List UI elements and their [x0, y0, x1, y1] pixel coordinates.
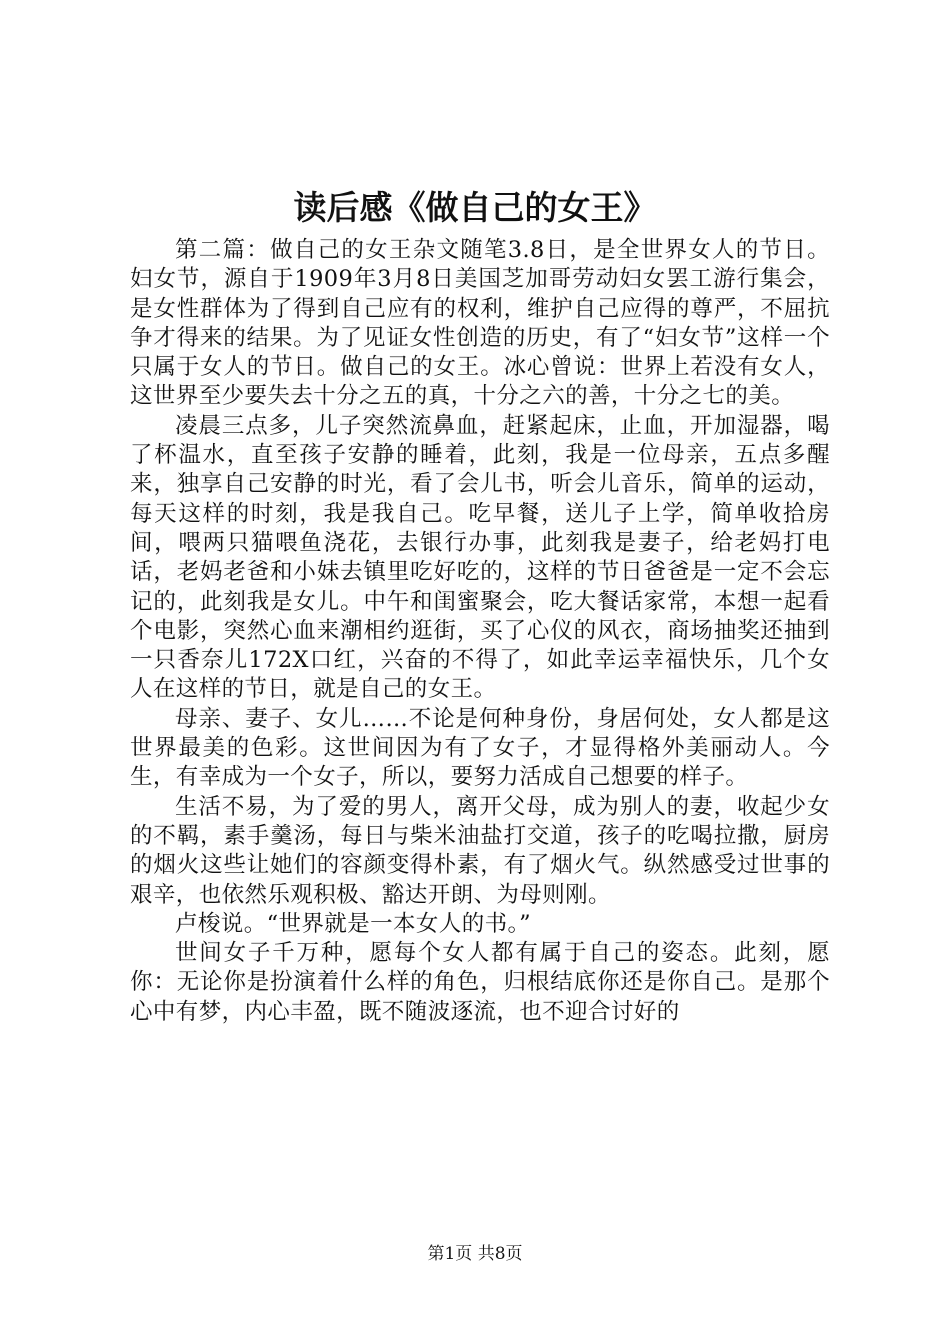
document-body — [130, 236, 830, 1027]
paragraph-2: 凌晨三点多，儿子突然流鼻血，赶紧起床，止血，开加湿器，喝了杯温水，直至孩子安静的睡着，此刻，我是一位母亲，五点多醒来，独享自己安静的时光，看了会儿书，听会儿音乐，简单的运动，每天这样的时刻，我是我自己。吃早餐，送儿子上学，简单收拾房间，喂两只猫喂鱼浇花，去银行办事，此刻我是妻子，给老妈打电话，老妈老爸和小妹去镇里吃好吃的，这样的节日爸爸是一定不会忘记的，此刻我是女儿。中午和闺蜜聚会，吃大餐话家常，本想一起看个电影，突然心血来潮相约逛街，买了心仪的风衣，商场抽奖还抽到一只香奈儿172X口红，兴奋的不得了，如此幸运幸福快乐，几个女人在这样的节日，就是自己的女王。 — [130, 412, 830, 703]
paragraph-6: 世间女子千万种，愿每个女人都有属于自己的姿态。此刻，愿你：无论你是扮演着什么样的角色，归根结底你还是你自己。是那个心中有梦，内心丰盈，既不随波逐流，也不迎合讨好的 — [130, 940, 830, 1025]
paragraph-5: 卢梭说。“世界就是一本女人的书。” — [175, 910, 532, 937]
paragraph-4: 生活不易，为了爱的男人，离开父母，成为别人的妻，收起少女的不羁，素手羹汤，每日与柴米油盐打交道，孩子的吃喝拉撒，厨房的烟火这些让她们的容颜变得朴素，有了烟火气。纵然感受过世事的艰辛，也依然乐观积极、豁达开朗、为母则刚。 — [130, 793, 830, 908]
page-footer: 第1页 共8页 — [427, 1244, 523, 1264]
paragraph-3: 母亲、妻子、女儿……不论是何种身份，身居何处，女人都是这世界最美的色彩。这世间因为有了女子，才显得格外美丽动人。今生，有幸成为一个女子，所以，要努力活成自己想要的样子。 — [130, 705, 830, 791]
paragraph-1: 第二篇：做自己的女王杂文随笔3.8日，是全世界女人的节日。妇女节，源自于1909年3月8日美国芝加哥劳动妇女罢工游行集会，是女性群体为了得到自己应有的权利，维护自己应得的尊严，不屈抗争才得来的结果。为了见证女性创造的历史，有了“妇女节”这样一个只属于女人的节日。做自己的女王。冰心曾说：世界上若没有女人，这世界至少要失去十分之五的真，十分之六的善，十分之七的美。 — [130, 237, 830, 410]
document-title: 读后感《做自己的女王》 — [293, 188, 657, 227]
